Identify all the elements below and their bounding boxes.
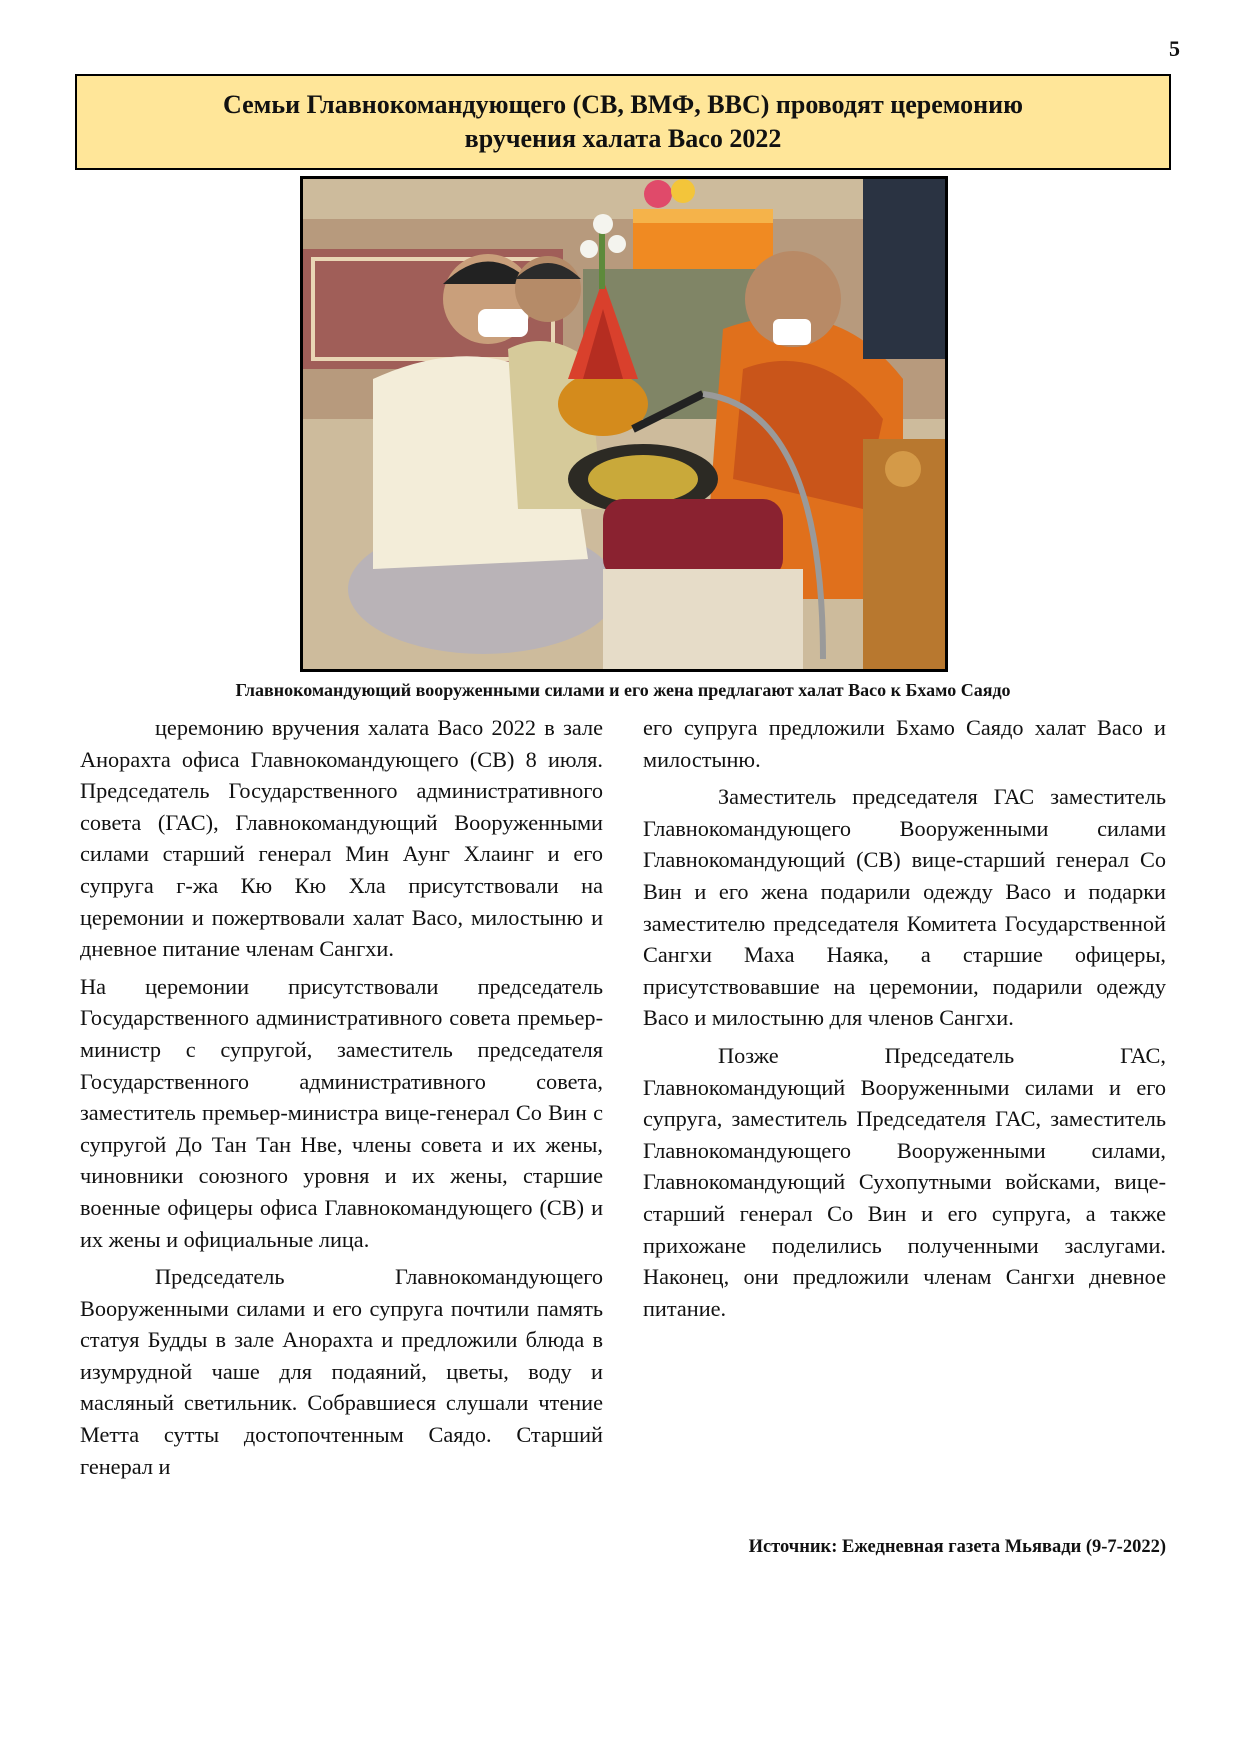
paragraph: Позже Председатель ГАС, Главнокомандующий Вооруженными силами и его супруга, заместитель Председателя ГАС, заместитель Главнокомандующего Вооруженными силами, Главнокомандующий Сухопутными войсками, вице-старший генерал Со Вин и его супруга, а также прихожане поделились полученными заслугами. Наконец, они предложили членам Сангхи дневное питание. xyxy=(643,1042,1166,1321)
photo-caption: Главнокомандующий вооруженными силами и его жена предлагают халат Васо к Бхамо Саядо xyxy=(235,680,1011,700)
article-title-line-1: Семьи Главнокомандующего (СВ, ВМФ, ВВС) проводят церемонию xyxy=(223,90,1023,119)
ceremony-photo-illustration xyxy=(303,179,945,669)
article-title-box xyxy=(75,74,1171,170)
paragraph: Председатель Главнокомандующего Вооруженными силами и его супруга почтили память статуя Будды в зале Анорахта и предложили блюда в изумрудной чаше для подаяний, цветы, воду и масляный светильник. Собравшиеся слушали чтение Метта сутты достопочтенным Саядо. Старший генерал и xyxy=(80,1264,603,1479)
page-number: 5 xyxy=(1169,36,1180,61)
right-column xyxy=(643,712,1166,1330)
paragraph: церемонию вручения халата Васо 2022 в зале Анорахта офиса Главнокомандующего (СВ) 8 июля. Председатель Государственного административного совета (ГАС), Главнокомандующий Вооруженными силами старший генерал Мин Аунг Хлаинг и его супруга г-жа Кю Кю Хла присутствовали на церемонии и пожертвовали халат Васо, милостыню и дневное питание членам Сангхи. xyxy=(80,715,603,962)
paragraph: Заместитель председателя ГАС заместитель Главнокомандующего Вооруженными силами Главнокомандующий (СВ) вице-старший генерал Со Вин и его жена подарили одежду Васо и подарки заместителю председателя Комитета Государственной Сангхи Маха Наяка, а старшие офицеры, присутствовавшие на церемонии, подарили одежду Васо и милостыню для членов Сангхи. xyxy=(643,784,1166,1031)
paragraph: его супруга предложили Бхамо Саядо халат Васо и милостыню. xyxy=(643,715,1166,772)
article-title-line-2: вручения халата Васо 2022 xyxy=(464,124,782,153)
left-column xyxy=(80,712,603,1488)
paragraph: На церемонии присутствовали председатель Государственного административного совета премьер-министр с супругой, заместитель председателя Государственного административного совета, заместитель премьер-министра вице-генерал Со Вин с супругой До Тан Тан Нве, члены совета и их жены, чиновники союзного уровня и их жены, старшие военные офицеры офиса Главнокомандующего (СВ) и их жены и официальные лица. xyxy=(80,973,603,1252)
ceremony-photo xyxy=(300,176,948,672)
source-attribution: Источник: Ежедневная газета Мьявади (9-7-2022) xyxy=(748,1537,1166,1557)
